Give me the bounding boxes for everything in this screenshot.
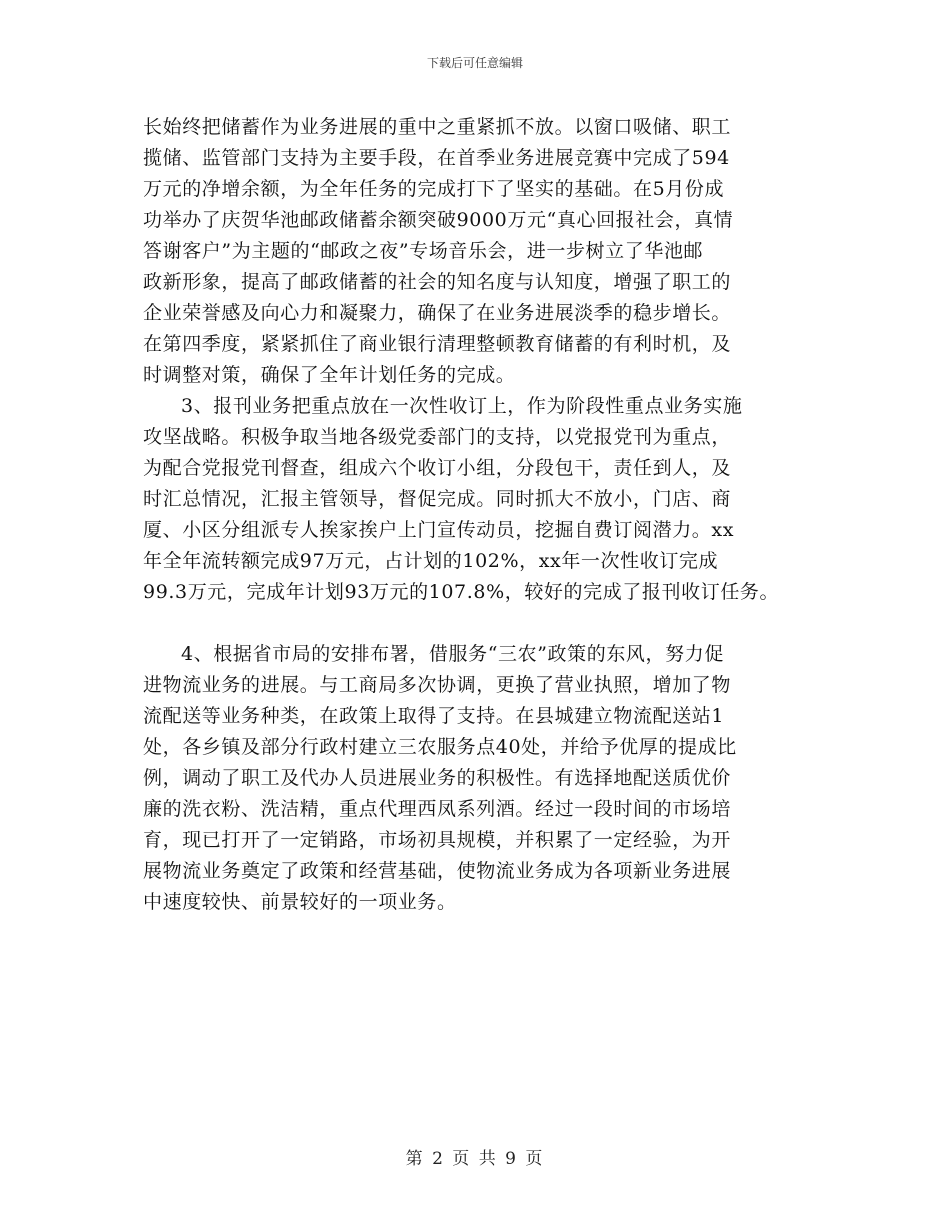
text-line: 中速度较快、前景较好的一项业务。 bbox=[143, 891, 457, 913]
text-line: 时汇总情况，汇报主管领导，督促完成。同时抓大不放小，门店、商 bbox=[143, 488, 732, 510]
text-line: 为配合党报党刊督查，组成六个收订小组，分段包干，责任到人，及 bbox=[143, 457, 732, 479]
text-line: 答谢客户”为主题的“邮政之夜”专场音乐会，进一步树立了华池邮 bbox=[143, 240, 704, 262]
paragraph-logistics bbox=[143, 639, 823, 918]
text-line: 在第四季度，紧紧抓住了商业银行清理整顿教育储蓄的有利时机，及 bbox=[143, 333, 732, 355]
text-line: 揽储、监管部门支持为主要手段，在首季业务进展竞赛中完成了594 bbox=[143, 147, 730, 169]
page-number: 第 2 页 共 9 页 bbox=[405, 1149, 545, 1169]
text-line: 进物流业务的进展。与工商局多次协调，更换了营业执照，增加了物 bbox=[143, 674, 732, 696]
page-header: 下载后可任意编辑 bbox=[426, 56, 523, 70]
text-line: 育，现已打开了一定销路，市场初具规模，并积累了一定经验，为开 bbox=[143, 829, 732, 851]
text-line: 企业荣誉感及向心力和凝聚力，确保了在业务进展淡季的稳步增长。 bbox=[143, 302, 732, 324]
text-line: 万元的净增余额，为全年任务的完成打下了坚实的基础。在5月份成 bbox=[143, 178, 725, 200]
text-line: 流配送等业务种类，在政策上取得了支持。在县城建立物流配送站1 bbox=[143, 705, 725, 727]
text-line: 处，各乡镇及部分行政村建立三农服务点40处，并给予优厚的提成比 bbox=[143, 736, 737, 758]
paragraph-newspaper bbox=[143, 391, 823, 608]
text-line: 例，调动了职工及代办人员进展业务的积极性。有选择地配送质优价 bbox=[143, 767, 732, 789]
text-line: 功举办了庆贺华池邮政储蓄余额突破9000万元“真心回报社会，真情 bbox=[143, 209, 734, 231]
text-line: 4、根据省市局的安排布署，借服务“三农”政策的东风，努力促 bbox=[181, 643, 724, 665]
text-line: 政新形象，提高了邮政储蓄的社会的知名度与认知度，增强了职工的 bbox=[143, 271, 732, 293]
paragraph-savings bbox=[143, 112, 823, 391]
paragraph-gap bbox=[143, 608, 823, 639]
text-line: 廉的洗衣粉、洗洁精，重点代理西凤系列酒。经过一段时间的市场培 bbox=[143, 798, 732, 820]
text-line: 厦、小区分组派专人挨家挨户上门宣传动员，挖掘自费订阅潜力。xx bbox=[143, 519, 735, 541]
text-line: 3、报刊业务把重点放在一次性收订上，作为阶段性重点业务实施 bbox=[181, 395, 743, 417]
text-line: 攻坚战略。积极争取当地各级党委部门的支持，以党报党刊为重点， bbox=[143, 426, 732, 448]
text-line: 时调整对策，确保了全年计划任务的完成。 bbox=[143, 364, 516, 386]
text-line: 99.3万元，完成年计划93万元的107.8%，较好的完成了报刊收订任务。 bbox=[143, 581, 780, 603]
text-line: 年全年流转额完成97万元，占计划的102%，xx年一次性收订完成 bbox=[143, 550, 719, 572]
document-body bbox=[143, 112, 823, 918]
text-line: 长始终把储蓄作为业务进展的重中之重紧抓不放。以窗口吸储、职工 bbox=[143, 116, 732, 138]
text-line: 展物流业务奠定了政策和经营基础，使物流业务成为各项新业务进展 bbox=[143, 860, 732, 882]
